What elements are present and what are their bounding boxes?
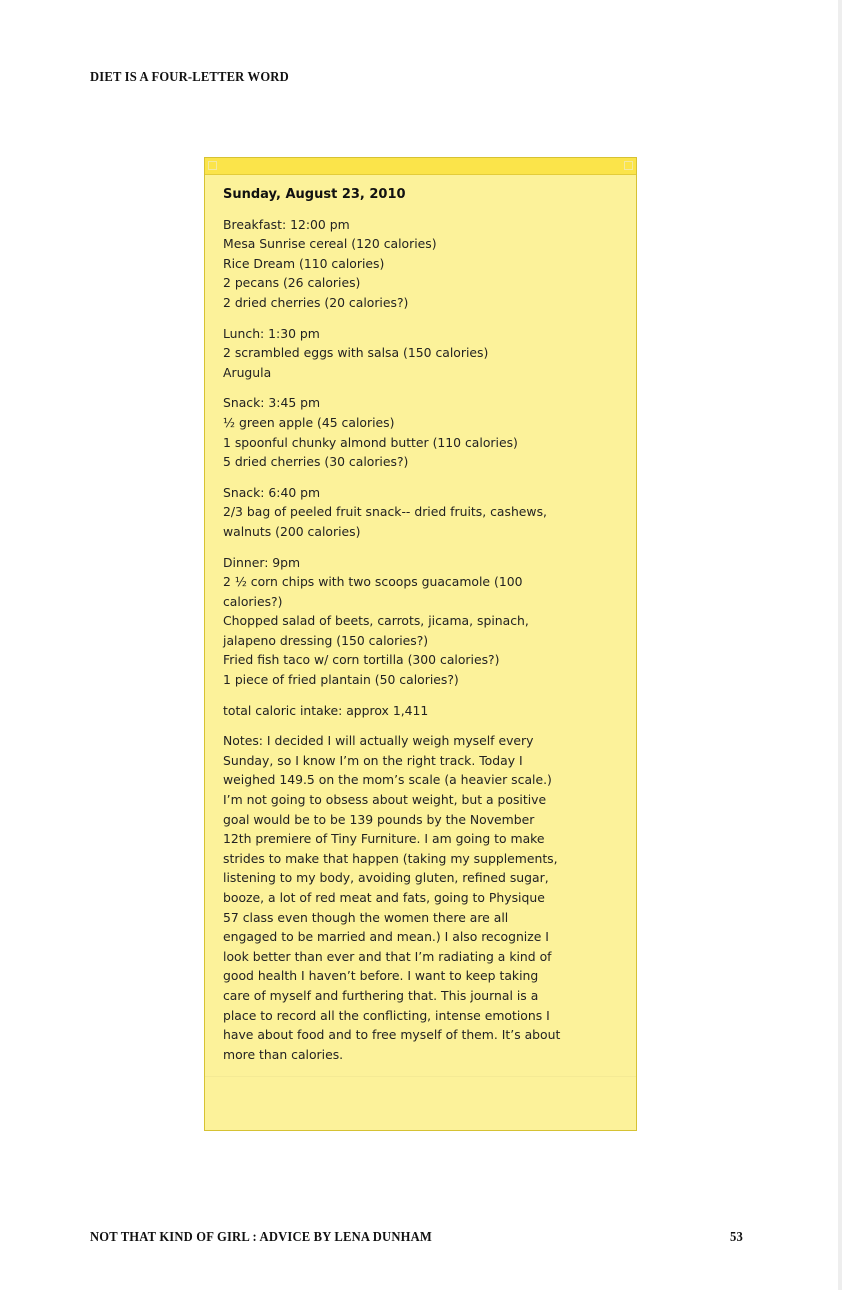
divider bbox=[205, 1076, 636, 1077]
note-line: good health I haven’t before. I want to keep taking bbox=[223, 968, 539, 984]
note-line: Arugula bbox=[223, 364, 272, 380]
note-line: total caloric intake: approx 1,411 bbox=[223, 702, 429, 718]
note-line: strides to make that happen (taking my supplements, bbox=[223, 850, 558, 866]
note-line: Lunch: 1:30 pm bbox=[223, 325, 320, 341]
note-line: 1 spoonful chunky almond butter (110 calories) bbox=[223, 434, 518, 450]
note-line: goal would be to be 139 pounds by the November bbox=[223, 811, 535, 827]
note-line: Snack: 6:40 pm bbox=[223, 484, 321, 500]
note-line: I’m not going to obsess about weight, but a positive bbox=[223, 792, 547, 808]
note-section bbox=[223, 701, 618, 721]
note-line: place to record all the conflicting, intense emotions I bbox=[223, 1007, 550, 1023]
note-line: 2 dried cherries (20 calories?) bbox=[223, 294, 409, 310]
note-body bbox=[205, 175, 636, 1064]
note-section bbox=[223, 324, 618, 383]
note-line: Breakfast: 12:00 pm bbox=[223, 216, 350, 232]
running-header: DIET IS A FOUR-LETTER WORD bbox=[90, 70, 289, 85]
note-line: booze, a lot of red meat and fats, going to Physique bbox=[223, 890, 545, 905]
note-line: Sunday, so I know I’m on the right track. Today I bbox=[223, 752, 523, 768]
note-line: Notes: I decided I will actually weigh myself every bbox=[223, 733, 534, 749]
note-line: engaged to be married and mean.) I also recognize I bbox=[223, 929, 549, 945]
note-line: 2/3 bag of peeled fruit snack-- dried fruits, cashews, bbox=[223, 504, 547, 520]
note-line: Rice Dream (110 calories) bbox=[223, 255, 385, 271]
note-line: care of myself and furthering that. This journal is a bbox=[223, 987, 539, 1003]
sticky-note-title-bar bbox=[205, 158, 636, 175]
note-line: more than calories. bbox=[223, 1046, 344, 1062]
note-line: Chopped salad of beets, carrots, jicama, spinach, bbox=[223, 613, 529, 629]
close-box-icon bbox=[208, 161, 217, 170]
note-line: 1 piece of fried plantain (50 calories?) bbox=[223, 672, 459, 688]
note-line: jalapeno dressing (150 calories?) bbox=[223, 632, 429, 648]
note-line: listening to my body, avoiding gluten, refined sugar, bbox=[223, 870, 549, 886]
note-section bbox=[223, 215, 618, 313]
note-section bbox=[223, 483, 618, 542]
page-number: 53 bbox=[730, 1230, 743, 1245]
note-line: have about food and to free myself of them. It’s about bbox=[223, 1027, 561, 1043]
note-line: Snack: 3:45 pm bbox=[223, 395, 321, 411]
note-line: look better than ever and that I’m radiating a kind of bbox=[223, 948, 552, 964]
note-section bbox=[223, 731, 618, 1064]
note-line: 5 dried cherries (30 calories?) bbox=[223, 454, 409, 470]
note-section bbox=[223, 393, 618, 471]
note-line: ½ green apple (45 calories) bbox=[223, 414, 395, 430]
note-line: Mesa Sunrise cereal (120 calories) bbox=[223, 236, 437, 252]
page-edge bbox=[838, 0, 842, 1290]
note-line: 2 scrambled eggs with salsa (150 calories) bbox=[223, 345, 489, 361]
note-line: 57 class even though the women there are all bbox=[223, 909, 509, 925]
note-line: weighed 149.5 on the mom’s scale (a heavier scale.) bbox=[223, 772, 552, 788]
note-line: 2 pecans (26 calories) bbox=[223, 275, 361, 291]
note-line: Fried fish taco w/ corn tortilla (300 calories?) bbox=[223, 652, 500, 668]
note-line: calories?) bbox=[223, 593, 283, 609]
note-line: Dinner: 9pm bbox=[223, 554, 301, 570]
note-line: 12th premiere of Tiny Furniture. I am going to make bbox=[223, 831, 545, 847]
note-section bbox=[223, 553, 618, 690]
running-footer: NOT THAT KIND OF GIRL : ADVICE BY LENA DUNHAM bbox=[90, 1230, 432, 1245]
note-line: 2 ½ corn chips with two scoops guacamole (100 bbox=[223, 574, 523, 590]
sticky-note bbox=[204, 157, 637, 1131]
resize-box-icon bbox=[624, 161, 633, 170]
note-line: walnuts (200 calories) bbox=[223, 523, 361, 539]
note-date-title: Sunday, August 23, 2010 bbox=[223, 187, 406, 202]
